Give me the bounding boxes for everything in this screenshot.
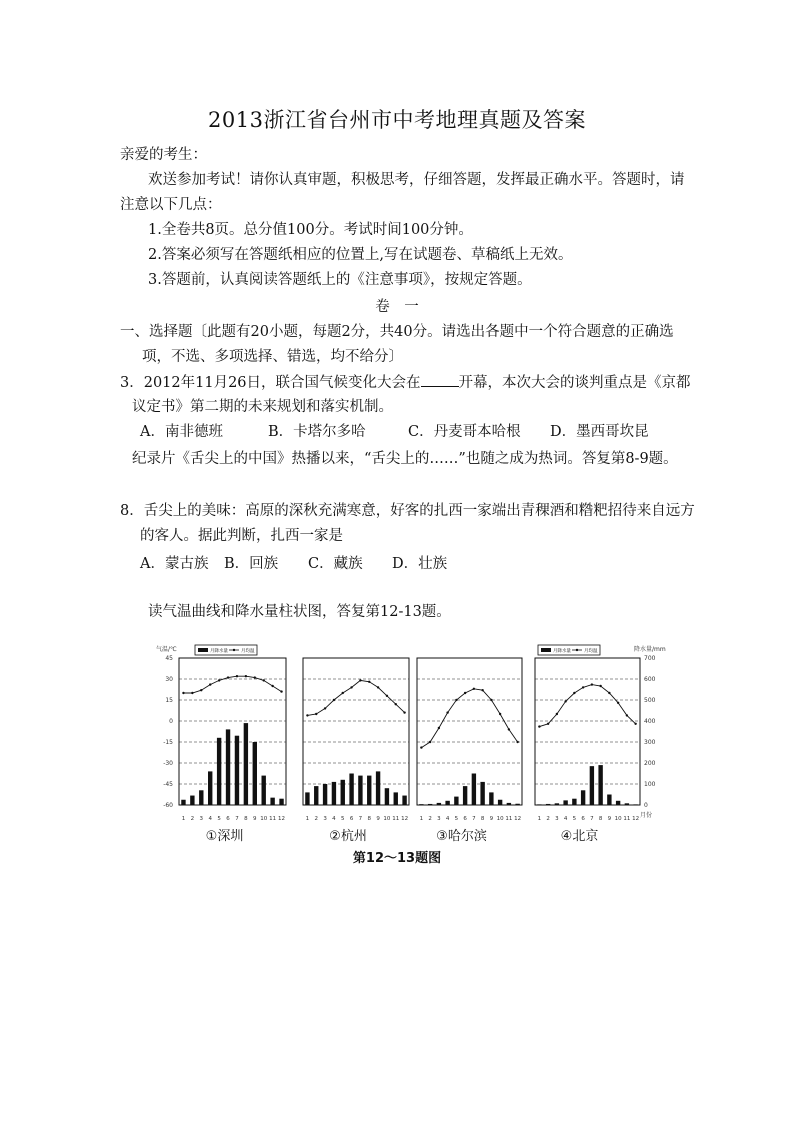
intro-line-1: 欢送参加考试！请你认真审题，积极思考，仔细答题，发挥最正确水平。答题时，请 [148, 172, 685, 188]
note-1: 1.全卷共8页。总分值100分。考试时间100分钟。 [148, 222, 473, 238]
precipitation-bar [428, 804, 432, 805]
documentary-line: 纪录片《舌尖上的中国》热播以来，“舌尖上的……”也随之成为热词。答复第8-9题。 [132, 451, 678, 467]
temperature-point [254, 676, 256, 678]
precipitation-bar [546, 804, 550, 805]
temperature-point [280, 690, 282, 692]
month-tick-label: 1 [419, 816, 424, 822]
temperature-point [564, 700, 566, 702]
month-tick-label: 6 [581, 816, 585, 822]
city-label: ④北京 [560, 829, 599, 844]
question-3-line-1 [120, 372, 691, 393]
month-tick-label: 10 [260, 816, 268, 822]
temperature-point [263, 679, 265, 681]
page-title: 2013浙江省台州市中考地理真题及答案 [208, 108, 586, 132]
precipitation-bar [563, 800, 567, 805]
temperature-tick-label: -15 [163, 739, 173, 746]
temperature-point [490, 699, 492, 701]
precipitation-bar [394, 792, 398, 805]
month-tick-label: 4 [445, 816, 450, 822]
question-3-line-2: 议定书》第二期的未来规划和落实机制。 [132, 399, 393, 415]
temperature-point [271, 685, 273, 687]
precipitation-bar [349, 774, 353, 806]
temperature-tick-label: -30 [163, 760, 173, 767]
temperature-axis-label: 气温/℃ [156, 646, 177, 653]
greeting: 亲爱的考生： [120, 147, 207, 163]
precipitation-bar [633, 804, 637, 805]
temperature-point [191, 692, 193, 694]
option-c: C．藏族 [308, 556, 363, 572]
month-tick-label: 11 [392, 816, 400, 822]
temperature-point [556, 713, 558, 715]
temperature-point [516, 741, 518, 743]
temperature-point [591, 683, 593, 685]
month-tick-label: 6 [226, 816, 230, 822]
note-3: 3.答题前，认真阅读答题纸上的《注意事项》，按规定答题。 [148, 272, 532, 288]
month-tick-label: 3 [437, 816, 441, 822]
temperature-point [315, 713, 317, 715]
temperature-point [538, 725, 540, 727]
temperature-point [634, 723, 636, 725]
intro-line-2: 注意以下几点： [120, 197, 222, 213]
precipitation-bar [244, 723, 248, 805]
month-tick-label: 7 [590, 816, 594, 822]
temperature-point [438, 727, 440, 729]
temperature-point [324, 707, 326, 709]
city-label: ②杭州 [329, 829, 367, 844]
precipitation-tick-label: 600 [644, 676, 656, 683]
option-b: B．回族 [224, 556, 279, 572]
temperature-point [429, 741, 431, 743]
month-tick-label: 8 [598, 816, 603, 822]
precipitation-tick-label: 700 [644, 655, 656, 662]
month-tick-label: 8 [480, 816, 485, 822]
option-a: A．南非德班 [140, 424, 223, 440]
temperature-point [446, 711, 448, 713]
temperature-point [617, 702, 619, 704]
month-tick-label: 6 [463, 816, 467, 822]
note-2: 2.答案必须写在答题纸相应的位置上,写在试题卷、草稿纸上无效。 [148, 247, 573, 263]
month-tick-label: 2 [190, 816, 195, 822]
precipitation-bar [226, 729, 230, 805]
precipitation-bar [480, 782, 484, 805]
month-tick-label: 11 [505, 816, 513, 822]
month-tick-label: 2 [314, 816, 318, 822]
month-tick-label: 9 [253, 816, 257, 822]
question-3-text-after: 开幕，本次大会的谈判重点是《京都 [458, 375, 691, 391]
month-tick-label: 3 [555, 816, 559, 822]
part1-instructions-line-2: 项，不选、多项选择、错选，均不给分〕 [142, 349, 403, 365]
month-tick-label: 2 [546, 816, 550, 822]
chart-panel-frame [417, 658, 522, 805]
precipitation-bar [598, 765, 602, 805]
legend-temperature-marker [576, 649, 578, 651]
temperature-point [377, 686, 379, 688]
precipitation-bar [199, 790, 203, 805]
precipitation-bar [454, 797, 458, 805]
chart-panel-frame [535, 658, 640, 805]
chart-intro: 读气温曲线和降水量柱状图，答复第12-13题。 [148, 604, 451, 620]
precipitation-bar [181, 800, 185, 805]
temperature-point [368, 681, 370, 683]
month-tick-label: 5 [454, 816, 459, 822]
temperature-tick-label: -60 [163, 802, 173, 809]
temperature-tick-label: 45 [165, 655, 173, 662]
precipitation-bar [305, 792, 309, 805]
month-tick-label: 7 [358, 816, 363, 822]
precipitation-bar [607, 795, 611, 806]
option-d: D．壮族 [392, 556, 448, 572]
precipitation-bar [385, 788, 389, 805]
temperature-point [306, 714, 308, 716]
temperature-tick-label: 15 [165, 697, 173, 704]
precipitation-bar [616, 801, 620, 805]
chart-panel-frame [303, 658, 409, 805]
month-tick-label: 3 [199, 816, 204, 822]
month-tick-label: 7 [235, 816, 239, 822]
chart-panel-frame [179, 658, 286, 805]
temperature-point [182, 692, 184, 694]
precipitation-bar [235, 736, 239, 805]
legend-temperature-label: 月均温 [241, 649, 255, 654]
precipitation-bar [489, 792, 493, 805]
precipitation-bar [437, 803, 441, 805]
month-tick-label: 8 [244, 816, 248, 822]
precipitation-tick-label: 500 [644, 697, 656, 704]
temperature-point [499, 713, 501, 715]
precipitation-bar [498, 800, 502, 805]
precipitation-bar [253, 742, 257, 805]
month-tick-label: 2 [428, 816, 432, 822]
precipitation-bar [472, 774, 476, 806]
temperature-point [626, 714, 628, 716]
month-tick-label: 11 [623, 816, 631, 822]
precipitation-bar [572, 799, 576, 805]
section-title: 卷 一 [375, 299, 419, 315]
precipitation-bar [625, 803, 629, 805]
legend-temperature-marker [233, 649, 235, 651]
temperature-point [455, 699, 457, 701]
temperature-point [464, 692, 466, 694]
month-tick-label: 4 [563, 816, 568, 822]
answer-blank [421, 372, 459, 387]
legend-precipitation-label: 月降水量 [553, 649, 571, 654]
legend-precipitation-swatch [541, 648, 551, 652]
precipitation-bar [279, 799, 283, 805]
question-8-options [140, 554, 447, 574]
climate-charts [148, 640, 666, 870]
month-tick-label: 9 [489, 816, 494, 822]
month-axis-label: 月份 [640, 812, 653, 819]
option-b: B．卡塔尔多哈 [268, 424, 366, 440]
month-tick-label: 3 [323, 816, 327, 822]
legend-precipitation-swatch [198, 648, 208, 652]
temperature-point [350, 686, 352, 688]
precipitation-bar [419, 804, 423, 805]
month-tick-label: 7 [472, 816, 476, 822]
temperature-point [599, 685, 601, 687]
temperature-point [473, 688, 475, 690]
temperature-point [508, 728, 510, 730]
month-tick-label: 4 [208, 816, 212, 822]
month-tick-label: 12 [632, 816, 640, 822]
temperature-point [245, 675, 247, 677]
temperature-point [573, 692, 575, 694]
precipitation-bar [190, 796, 194, 805]
temperature-point [395, 703, 397, 705]
question-8-line-2: 的客人。据此判断，扎西一家是 [140, 528, 343, 544]
precipitation-bar [208, 771, 212, 805]
temperature-point [386, 695, 388, 697]
month-tick-label: 8 [367, 816, 371, 822]
month-tick-label: 9 [376, 816, 380, 822]
precipitation-tick-label: 400 [644, 718, 656, 725]
precipitation-tick-label: 200 [644, 760, 656, 767]
precipitation-bar [341, 780, 345, 805]
precipitation-bar [581, 790, 585, 805]
question-8-line-1: 8．舌尖上的美味：高原的深秋充满寒意，好客的扎西一家端出青稞酒和糌粑招待来自远方 [120, 503, 695, 519]
temperature-point [342, 692, 344, 694]
temperature-point [227, 676, 229, 678]
month-tick-label: 1 [305, 816, 310, 822]
precipitation-bar [555, 803, 559, 805]
precipitation-bar [323, 784, 327, 805]
option-c: C．丹麦哥本哈根 [408, 424, 521, 440]
temperature-tick-label: -45 [163, 781, 173, 788]
climate-charts-svg [148, 640, 666, 870]
temperature-point [481, 689, 483, 691]
question-3-text-before: 3．2012年11月26日，联合国气候变化大会在 [120, 375, 421, 391]
month-tick-label: 10 [614, 816, 622, 822]
month-tick-label: 10 [383, 816, 391, 822]
part1-instructions-line-1: 一、选择题〔此题有20小题，每题2分，共40分。请选出各题中一个符合题意的正确选 [120, 324, 674, 340]
precipitation-bar [314, 786, 318, 805]
option-a: A．蒙古族 [140, 556, 209, 572]
figure-caption: 第12～13题图 [352, 851, 442, 866]
temperature-point [359, 679, 361, 681]
month-tick-label: 5 [341, 816, 345, 822]
month-tick-label: 5 [217, 816, 221, 822]
month-tick-label: 12 [278, 816, 286, 822]
precipitation-bar [507, 803, 511, 805]
month-tick-label: 11 [269, 816, 277, 822]
temperature-point [403, 711, 405, 713]
precipitation-bar [463, 786, 467, 805]
precipitation-bar [332, 782, 336, 805]
temperature-point [547, 723, 549, 725]
temperature-point [236, 675, 238, 677]
precipitation-bar [367, 776, 371, 805]
precipitation-bar [262, 776, 266, 805]
temperature-tick-label: 30 [165, 676, 173, 683]
precipitation-axis-label: 降水量/mm [634, 646, 666, 653]
month-tick-label: 9 [607, 816, 612, 822]
precipitation-bar [402, 796, 406, 805]
precipitation-bar [515, 804, 519, 805]
precipitation-bar [537, 804, 541, 805]
precipitation-bar [590, 766, 594, 805]
precipitation-tick-label: 300 [644, 739, 656, 746]
month-tick-label: 12 [514, 816, 522, 822]
month-tick-label: 12 [401, 816, 409, 822]
temperature-point [218, 679, 220, 681]
temperature-point [209, 683, 211, 685]
temperature-point [582, 686, 584, 688]
temperature-point [608, 692, 610, 694]
question-3-options [140, 422, 649, 442]
precipitation-bar [358, 776, 362, 805]
precipitation-bar [270, 798, 274, 805]
temperature-point [333, 699, 335, 701]
option-d: D．墨西哥坎昆 [550, 424, 649, 440]
city-label: ①深圳 [205, 829, 244, 844]
month-tick-label: 1 [537, 816, 542, 822]
legend-precipitation-label: 月降水量 [210, 649, 228, 654]
precipitation-tick-label: 0 [644, 802, 648, 809]
legend-temperature-label: 月均温 [584, 649, 598, 654]
precipitation-tick-label: 100 [644, 781, 656, 788]
precipitation-bar [217, 738, 221, 805]
month-tick-label: 4 [332, 816, 336, 822]
month-tick-label: 6 [349, 816, 354, 822]
temperature-point [420, 746, 422, 748]
month-tick-label: 10 [496, 816, 504, 822]
temperature-point [200, 689, 202, 691]
precipitation-bar [376, 771, 380, 805]
month-tick-label: 1 [181, 816, 186, 822]
city-label: ③哈尔滨 [436, 829, 487, 844]
precipitation-bar [445, 801, 449, 805]
temperature-tick-label: 0 [169, 718, 173, 725]
month-tick-label: 5 [572, 816, 577, 822]
